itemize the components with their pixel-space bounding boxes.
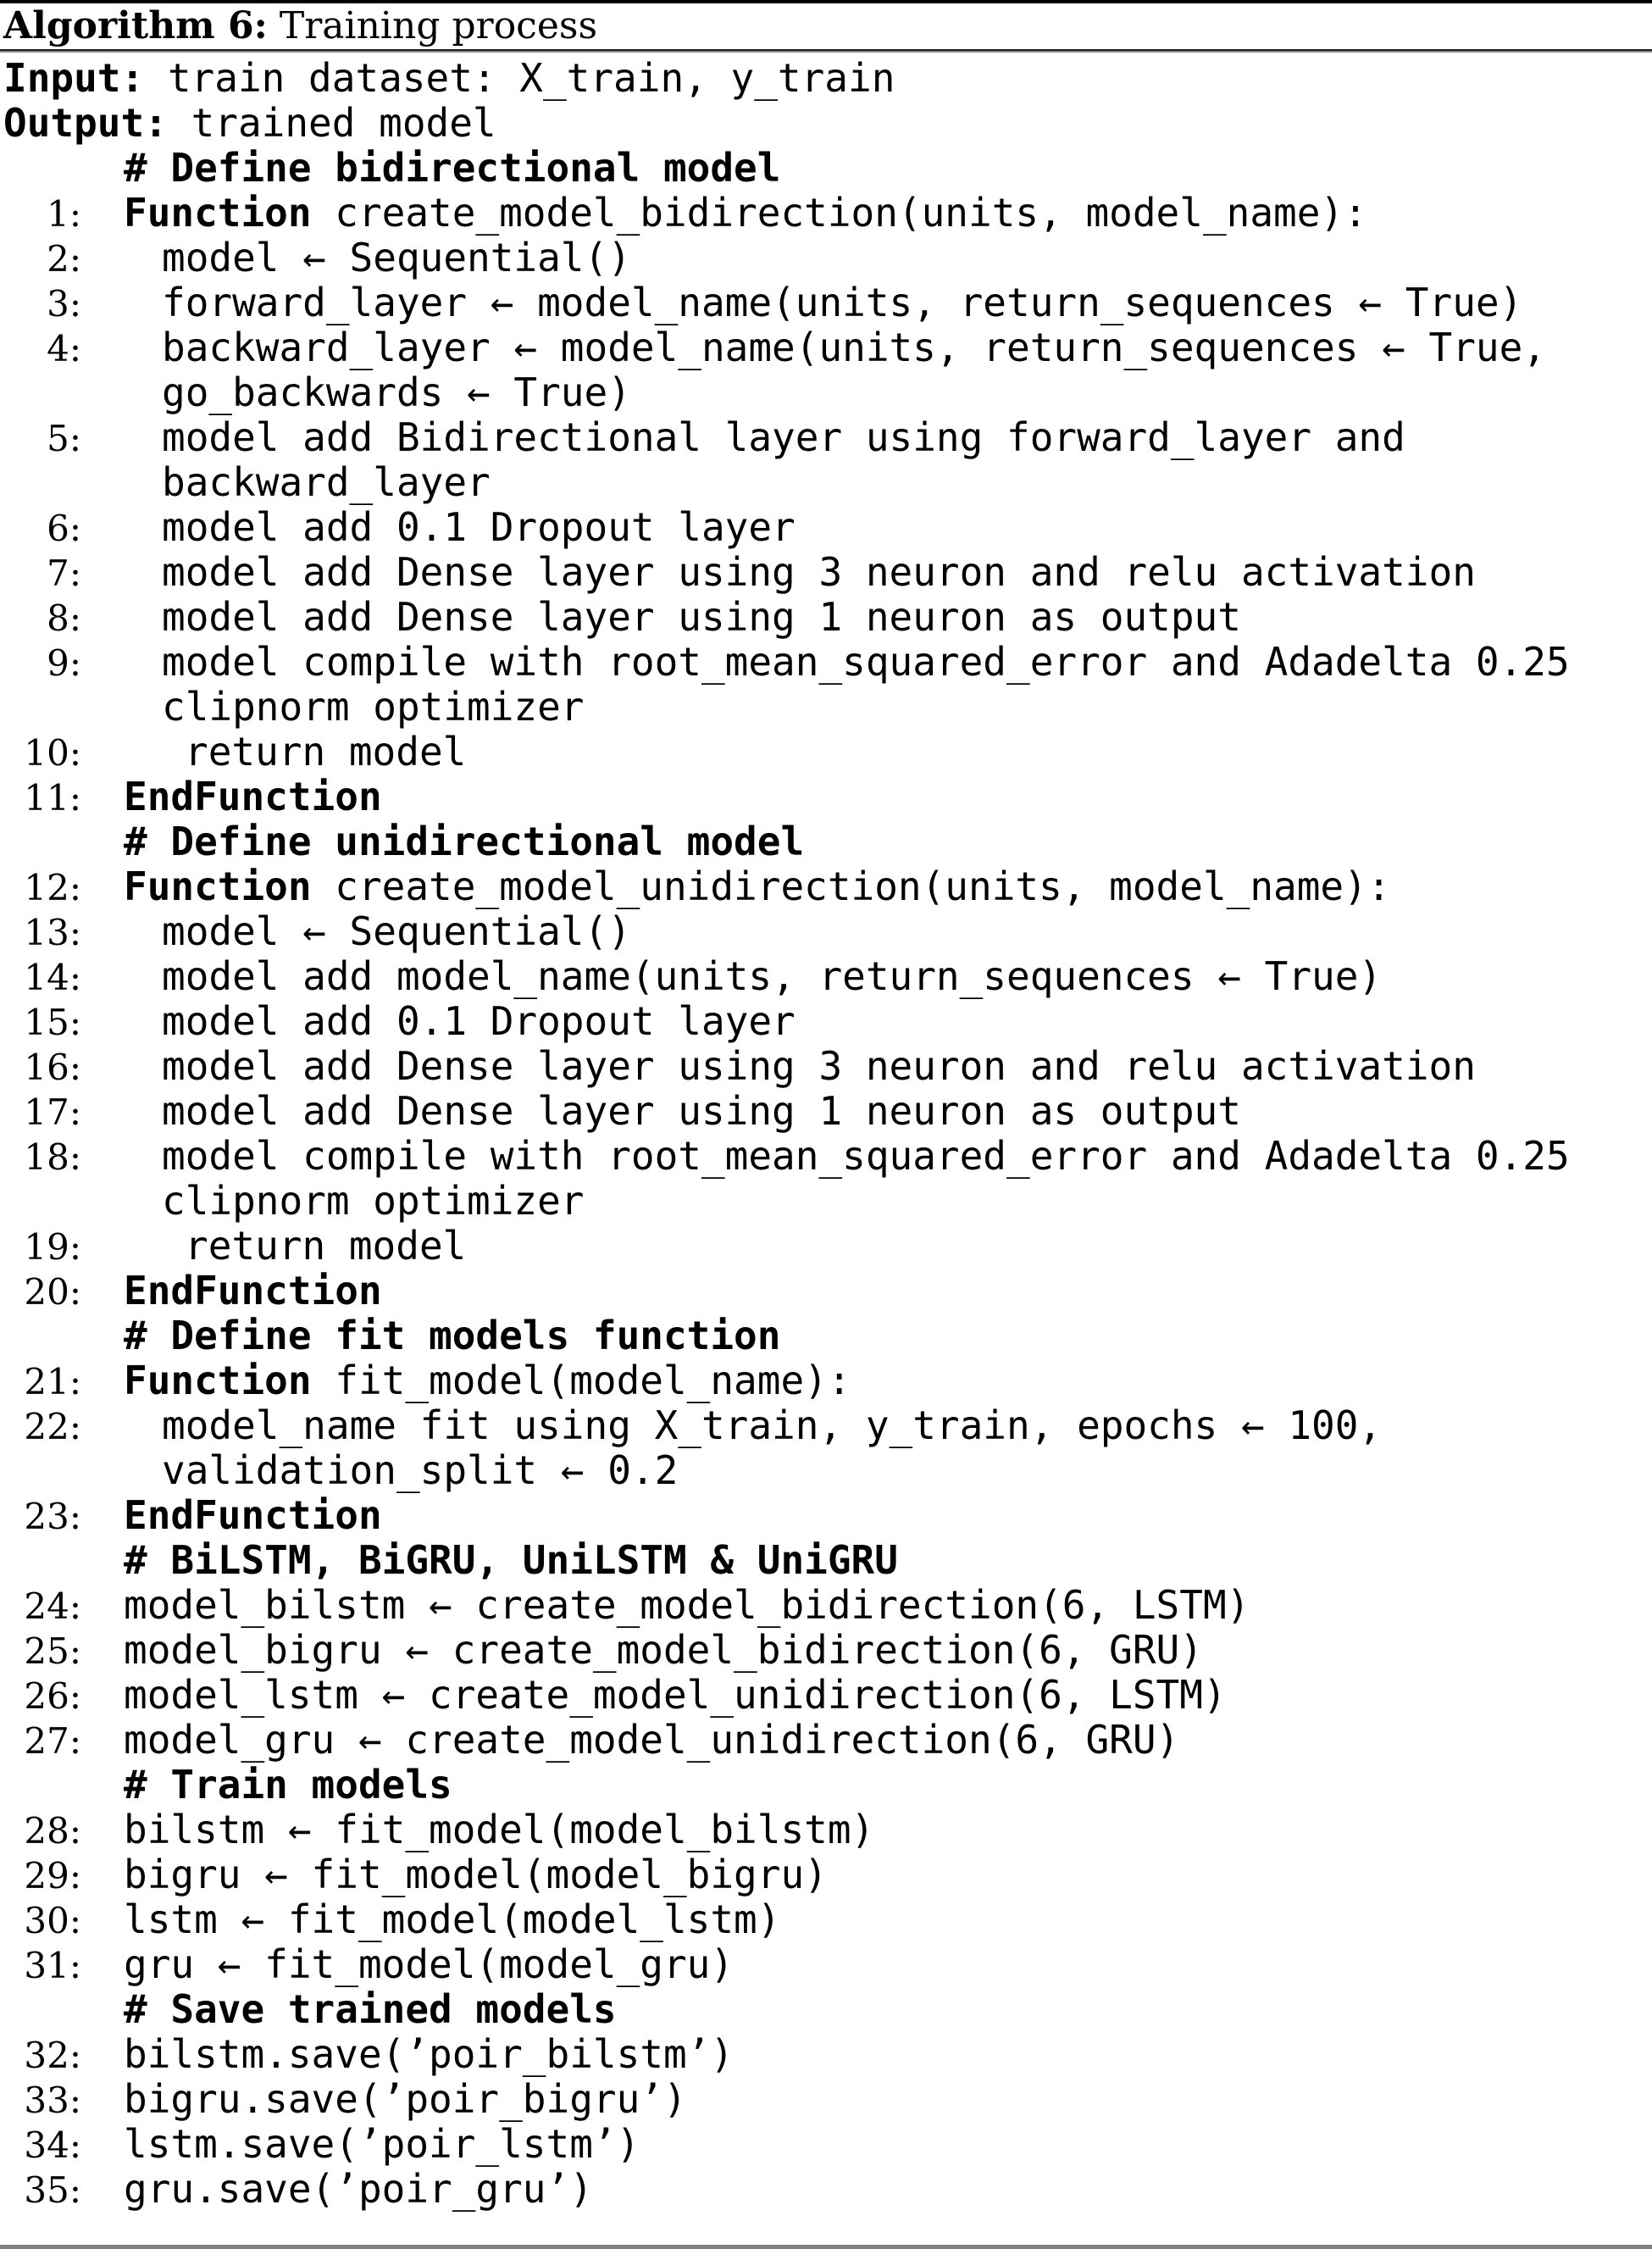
line-code: validation_split ← 0.2 xyxy=(162,1447,679,1493)
algorithm-line-30 xyxy=(0,1403,1652,1448)
line-number: 13: xyxy=(24,912,81,953)
algorithm-line-20 xyxy=(0,954,1652,999)
line-number: 33: xyxy=(24,2080,81,2121)
line-number: 7: xyxy=(47,553,81,594)
line-code: backward_layer ← model_name(units, return_sequences ← True, xyxy=(162,325,1546,370)
line-number: 11: xyxy=(24,777,81,819)
line-number: 20: xyxy=(24,1271,81,1313)
line-code: bigru.save(’poir_bigru’) xyxy=(124,2076,687,2122)
algorithm-line-29 xyxy=(0,1358,1652,1403)
line-code: model add 0.1 Dropout layer xyxy=(162,504,796,550)
line-number: 30: xyxy=(24,1900,81,1941)
line-number: 29: xyxy=(24,1855,81,1896)
line-code: EndFunction xyxy=(124,1268,382,1313)
algorithm-line-43 xyxy=(0,1987,1652,2032)
line-code: model compile with root_mean_squared_error and Adadelta 0.25 xyxy=(162,639,1570,685)
algorithm-line-18 xyxy=(0,864,1652,909)
algorithm-line-2 xyxy=(0,146,1652,191)
line-number: 14: xyxy=(24,957,81,998)
line-number: 28: xyxy=(24,1810,81,1852)
algorithm-line-45 xyxy=(0,2077,1652,2122)
algorithm-line-40 xyxy=(0,1852,1652,1897)
algorithm-line-0 xyxy=(0,56,1652,101)
algorithm-line-41 xyxy=(0,1897,1652,1942)
line-number: 8: xyxy=(47,597,81,639)
line-code: go_backwards ← True) xyxy=(162,369,631,415)
algorithm-line-21 xyxy=(0,999,1652,1044)
line-code: model add Dense layer using 3 neuron and relu activation xyxy=(162,1043,1476,1089)
line-number: 5: xyxy=(47,418,81,459)
line-number: 21: xyxy=(24,1361,81,1402)
algorithm-line-1 xyxy=(0,101,1652,146)
line-code: return model xyxy=(185,1223,467,1269)
line-number: 3: xyxy=(47,283,81,325)
algorithm-line-8 xyxy=(0,415,1652,460)
line-code: gru ← fit_model(model_gru) xyxy=(124,1941,735,1987)
algorithm-line-15 xyxy=(0,730,1652,775)
algorithm-line-27 xyxy=(0,1269,1652,1313)
line-code: Function create_model_unidirection(units, model_name): xyxy=(124,864,1391,909)
algorithm-line-23 xyxy=(0,1089,1652,1134)
algorithm-line-47 xyxy=(0,2167,1652,2212)
line-code: Function fit_model(model_name): xyxy=(124,1358,851,1403)
line-code: bigru ← fit_model(model_bigru) xyxy=(124,1852,828,1897)
line-code: EndFunction xyxy=(124,774,382,819)
line-code: model add 0.1 Dropout layer xyxy=(162,998,796,1044)
algorithm-line-9 xyxy=(0,460,1652,505)
algorithm-line-46 xyxy=(0,2122,1652,2167)
line-code: model_name fit using X_train, y_train, epochs ← 100, xyxy=(162,1402,1383,1448)
line-code: model add Dense layer using 3 neuron and relu activation xyxy=(162,549,1476,595)
line-number: 26: xyxy=(24,1675,81,1717)
line-code: model_lstm ← create_model_unidirection(6, LSTM) xyxy=(124,1672,1227,1718)
line-code: # Save trained models xyxy=(124,1986,617,2032)
algorithm-line-6 xyxy=(0,325,1652,370)
algorithm-line-22 xyxy=(0,1044,1652,1089)
line-code: # Define fit models function xyxy=(124,1313,781,1358)
line-code: model_bilstm ← create_model_bidirection(6, LSTM) xyxy=(124,1582,1250,1628)
algorithm-line-4 xyxy=(0,236,1652,280)
bottom-rule xyxy=(0,2245,1652,2249)
line-number: 27: xyxy=(24,1720,81,1762)
algorithm-line-10 xyxy=(0,505,1652,550)
line-code: Input: train dataset: X_train, y_train xyxy=(3,55,895,101)
algorithm-caption-label: Algorithm 6: xyxy=(3,4,268,47)
algorithm-line-25 xyxy=(0,1179,1652,1224)
line-code: model ← Sequential() xyxy=(162,235,631,280)
line-number: 19: xyxy=(24,1226,81,1268)
line-number: 9: xyxy=(47,642,81,684)
line-code: backward_layer xyxy=(162,459,491,505)
algorithm-line-24 xyxy=(0,1134,1652,1179)
line-number: 24: xyxy=(24,1585,81,1627)
line-code: clipnorm optimizer xyxy=(162,1178,585,1224)
algorithm-line-11 xyxy=(0,550,1652,595)
line-code: gru.save(’poir_gru’) xyxy=(124,2166,593,2212)
line-code: clipnorm optimizer xyxy=(162,684,585,730)
line-number: 16: xyxy=(24,1047,81,1088)
algorithm-line-16 xyxy=(0,775,1652,819)
algorithm-line-33 xyxy=(0,1538,1652,1583)
algorithm-line-14 xyxy=(0,685,1652,730)
line-number: 34: xyxy=(24,2124,81,2166)
line-code: # BiLSTM, BiGRU, UniLSTM & UniGRU xyxy=(124,1537,898,1583)
algorithm-line-44 xyxy=(0,2032,1652,2077)
line-code: model add Dense layer using 1 neuron as output xyxy=(162,594,1241,640)
algorithm-line-3 xyxy=(0,191,1652,236)
line-code: model_gru ← create_model_unidirection(6, GRU) xyxy=(124,1717,1180,1763)
algorithm-line-26 xyxy=(0,1224,1652,1269)
line-number: 18: xyxy=(24,1136,81,1178)
line-code: bilstm.save(’poir_bilstm’) xyxy=(124,2031,735,2077)
algorithm-line-42 xyxy=(0,1942,1652,1987)
algorithm-line-37 xyxy=(0,1718,1652,1763)
algorithm-line-36 xyxy=(0,1673,1652,1718)
line-number: 31: xyxy=(24,1945,81,1986)
algorithm-line-5 xyxy=(0,280,1652,325)
line-code: model ← Sequential() xyxy=(162,908,631,954)
algorithm-lines xyxy=(0,53,1652,2212)
line-number: 22: xyxy=(24,1406,81,1447)
algorithm-line-17 xyxy=(0,819,1652,864)
line-code: model_bigru ← create_model_bidirection(6, GRU) xyxy=(124,1627,1203,1673)
line-code: model add model_name(units, return_sequences ← True) xyxy=(162,953,1383,999)
algorithm-line-19 xyxy=(0,909,1652,954)
line-number: 17: xyxy=(24,1091,81,1133)
line-number: 1: xyxy=(47,193,81,235)
line-number: 25: xyxy=(24,1630,81,1672)
line-code: bilstm ← fit_model(model_bilstm) xyxy=(124,1807,875,1852)
line-code: lstm ← fit_model(model_lstm) xyxy=(124,1896,781,1942)
line-code: EndFunction xyxy=(124,1492,382,1538)
line-code: Function create_model_bidirection(units, model_name): xyxy=(124,190,1367,236)
algorithm-line-12 xyxy=(0,595,1652,640)
line-number: 15: xyxy=(24,1002,81,1043)
line-number: 35: xyxy=(24,2169,81,2211)
algorithm-line-13 xyxy=(0,640,1652,685)
algorithm-line-35 xyxy=(0,1628,1652,1673)
line-code: # Define unidirectional model xyxy=(124,819,805,864)
line-number: 4: xyxy=(47,328,81,369)
line-code: return model xyxy=(185,729,467,775)
algorithm-line-34 xyxy=(0,1583,1652,1628)
algorithm-line-7 xyxy=(0,370,1652,415)
line-code: model add Dense layer using 1 neuron as output xyxy=(162,1088,1241,1134)
line-code: forward_layer ← model_name(units, return_sequences ← True) xyxy=(162,280,1523,325)
line-number: 6: xyxy=(47,508,81,549)
line-code: lstm.save(’poir_lstm’) xyxy=(124,2121,640,2167)
line-number: 23: xyxy=(24,1496,81,1537)
line-number: 2: xyxy=(47,238,81,280)
algorithm-caption-title: Training process xyxy=(267,4,598,47)
line-number: 10: xyxy=(24,732,81,774)
line-code: model compile with root_mean_squared_error and Adadelta 0.25 xyxy=(162,1133,1570,1179)
algorithm-line-39 xyxy=(0,1808,1652,1852)
line-number: 12: xyxy=(24,867,81,908)
line-code: # Train models xyxy=(124,1762,452,1808)
algorithm-line-38 xyxy=(0,1763,1652,1808)
line-number: 32: xyxy=(24,2035,81,2076)
line-code: # Define bidirectional model xyxy=(124,145,781,191)
algorithm-caption xyxy=(0,3,1652,49)
line-code: model add Bidirectional layer using forward_layer and xyxy=(162,414,1405,460)
algorithm-line-32 xyxy=(0,1493,1652,1538)
algorithm-line-31 xyxy=(0,1448,1652,1493)
algorithm-line-28 xyxy=(0,1313,1652,1358)
line-code: Output: trained model xyxy=(3,100,496,146)
